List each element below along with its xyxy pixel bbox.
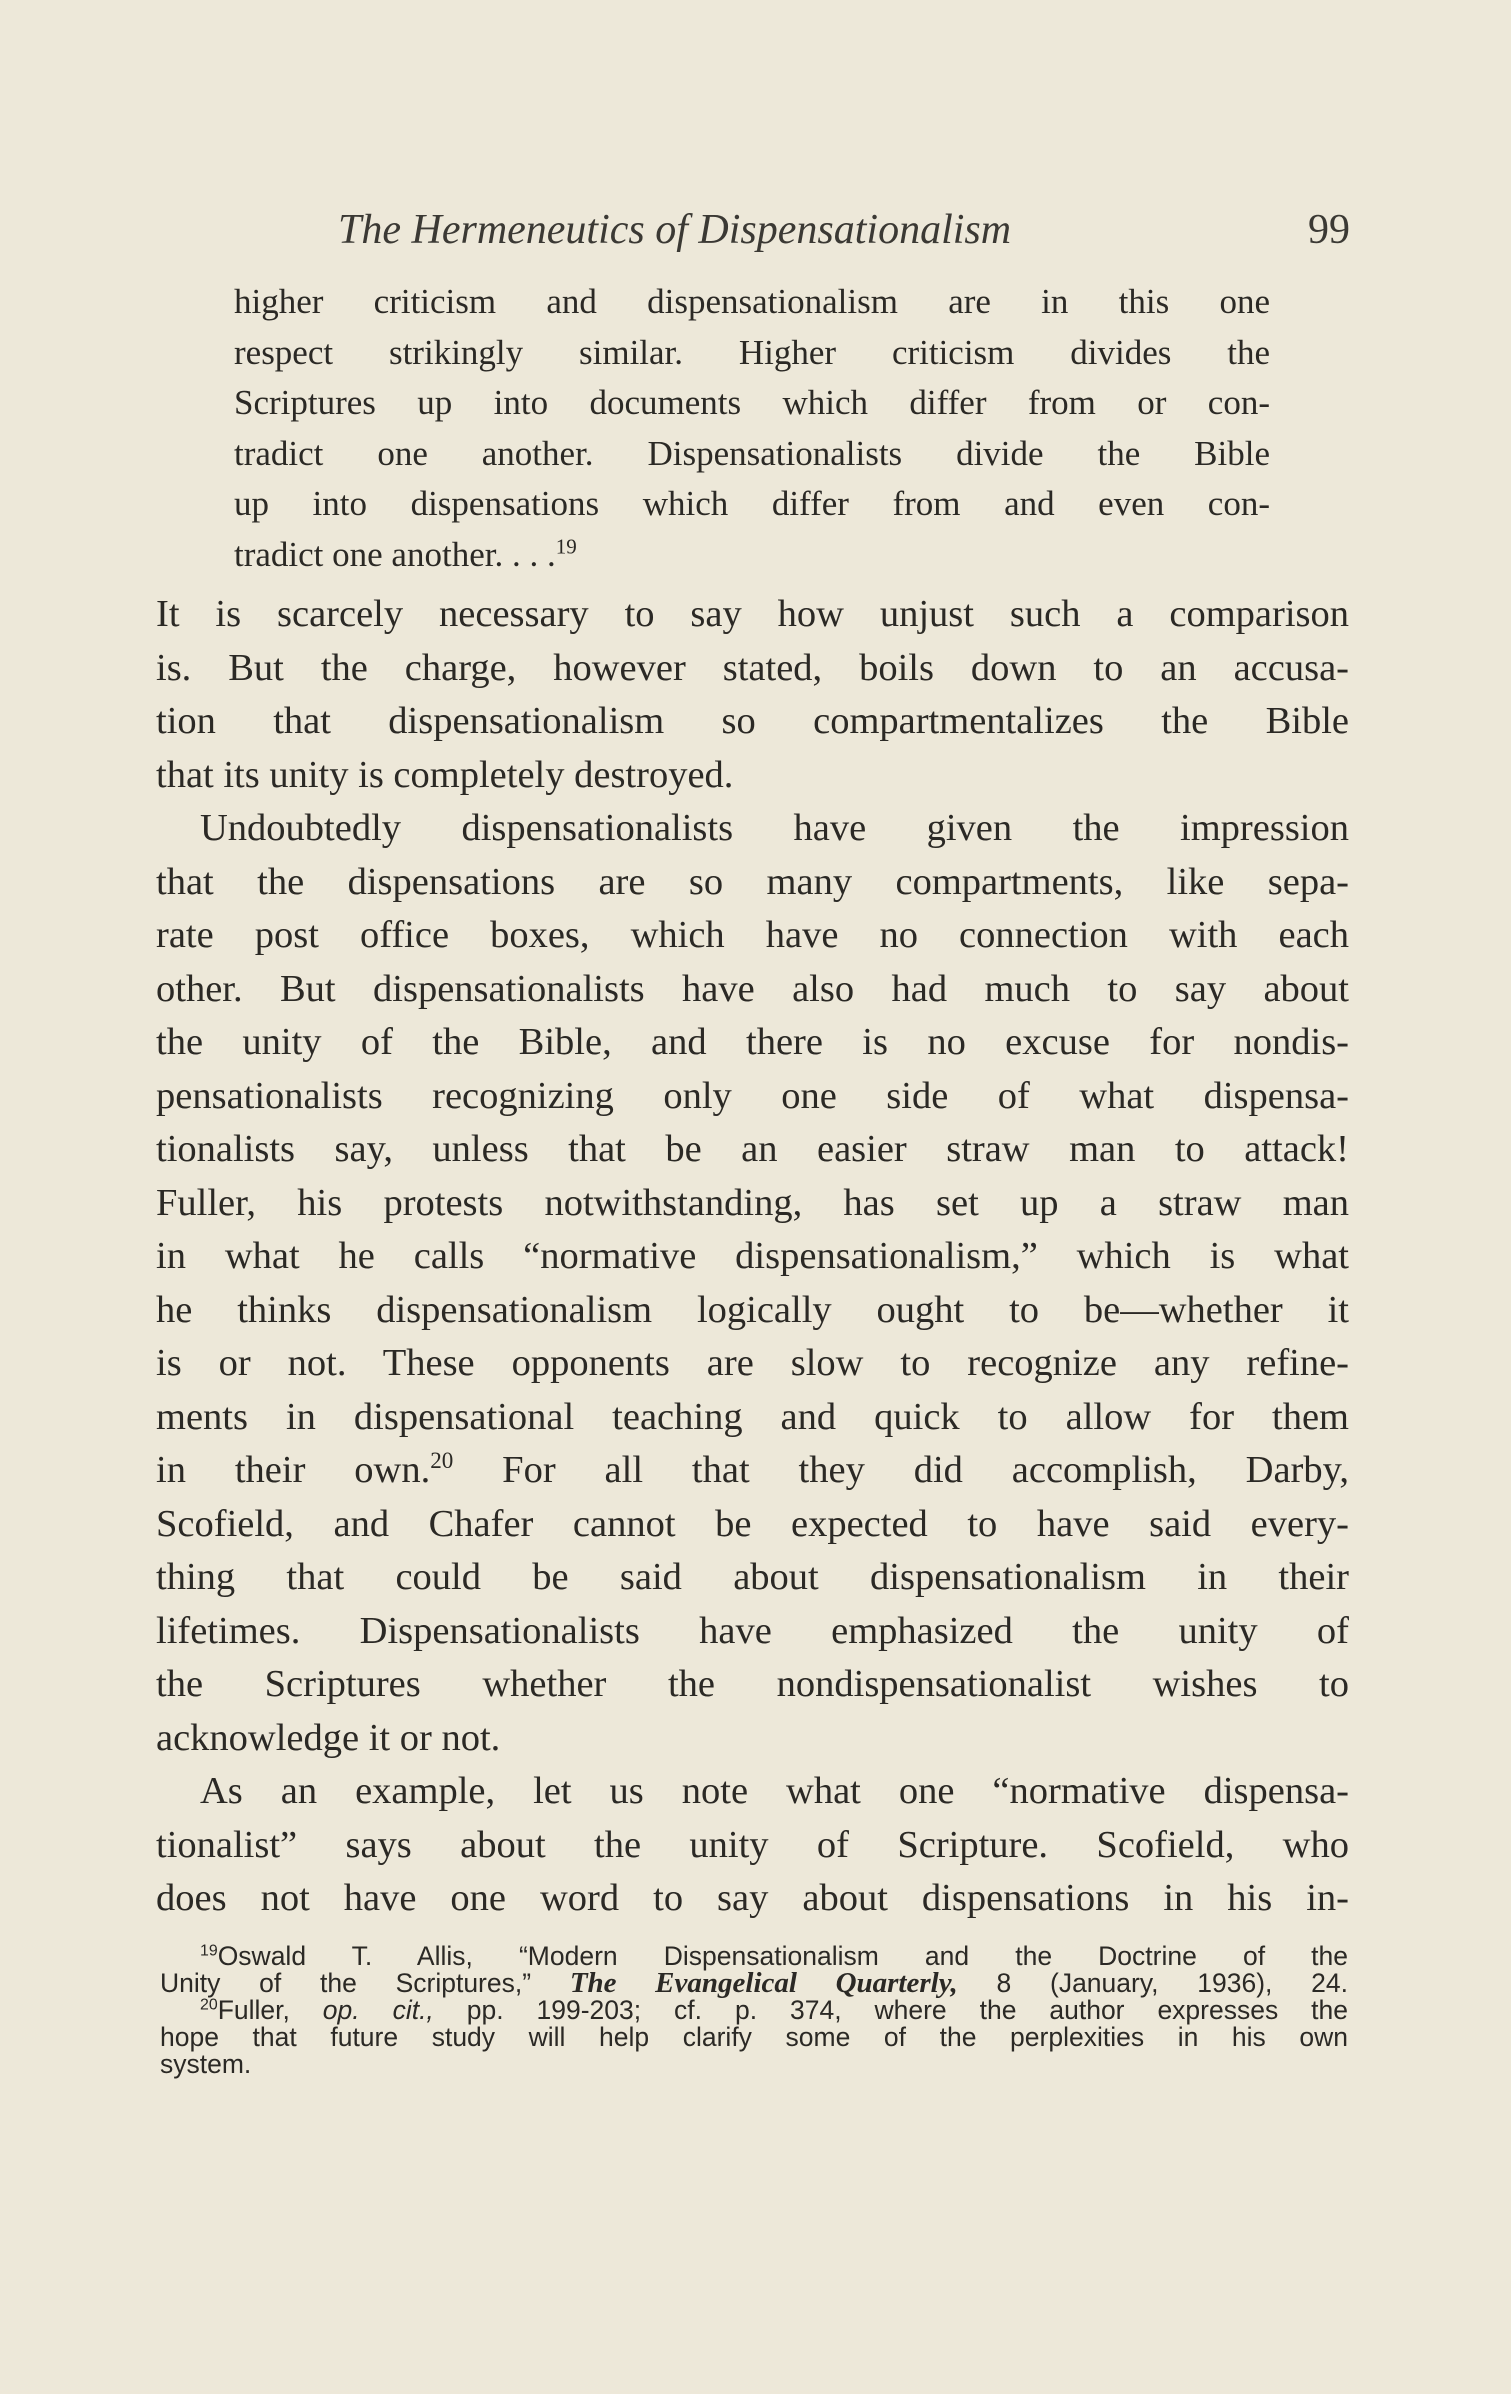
footnote-text: 8 (January, 1936), 24. <box>957 1968 1348 1998</box>
body-line: lifetimes. Dispensationalists have emphasized the unity of <box>156 1609 1349 1652</box>
body-line: in what he calls “normative dispensationalism,” which is what <box>156 1235 1349 1277</box>
body-line: is or not. These opponents are slow to recognize any refine- <box>156 1342 1349 1384</box>
body-line: pensationalists recognizing only one side of what dispensa- <box>156 1074 1349 1117</box>
running-head <box>160 200 1350 260</box>
footnote-text: pp. 199-203; cf. p. 374, where the author expresses the <box>433 1995 1348 2025</box>
footnote-20-line: hope that future study will help clarify some of the perplexities in his own <box>160 2022 1348 2052</box>
body-line: Fuller, his protests notwithstanding, has set up a straw man <box>156 1181 1349 1224</box>
body-line: tion that dispensationalism so compartmentalizes the Bible <box>156 700 1349 742</box>
footnote-19-line <box>160 1967 1348 1999</box>
footnote-ref-19: 19 <box>555 533 577 558</box>
body-line: the unity of the Bible, and there is no excuse for nondis- <box>156 1021 1349 1063</box>
body-line: is. But the charge, however stated, boils down to an accusa- <box>156 646 1349 689</box>
footnote-abbrev: op. cit., <box>322 1995 434 2025</box>
body-line: that the dispensations are so many compartments, like sepa- <box>156 860 1349 903</box>
footnote-20-line <box>160 1997 1348 2024</box>
body-line: ments in dispensational teaching and quick to allow for them <box>156 1395 1349 1438</box>
body-line <box>156 1444 1349 1498</box>
body-text <box>156 588 1349 1926</box>
footnote-text: Unity of the Scriptures,” <box>160 1968 570 1998</box>
body-line: other. But dispensationalists have also had much to say about <box>156 967 1349 1010</box>
running-title: The Hermeneutics of Dispensationalism <box>338 207 1012 253</box>
footnote-text: Fuller, <box>217 1995 323 2025</box>
body-line: tionalist” says about the unity of Scripture. Scofield, who <box>156 1823 1349 1866</box>
body-line: rate post office boxes, which have no connection with each <box>156 914 1349 956</box>
quote-line: up into dispensations which differ from and even con- <box>234 484 1270 523</box>
body-line: that its unity is completely destroyed. <box>156 753 734 796</box>
body-line: he thinks dispensationalism logically ought to be—whether it <box>156 1288 1349 1331</box>
body-line: acknowledge it or not. <box>156 1716 501 1759</box>
body-line-text: For all that they did accomplish, Darby, <box>453 1449 1349 1491</box>
footnote-19-line <box>160 1943 1348 1970</box>
footnote-number: 20 <box>200 1996 218 2014</box>
body-line: As an example, let us note what one “normative dispensa- <box>200 1770 1349 1812</box>
footnote-text: Oswald T. Allis, “Modern Dispensationalism and the Doctrine of the <box>217 1941 1348 1971</box>
footnote-20-line: system. <box>160 2049 252 2079</box>
body-line: Scofield, and Chafer cannot be expected to have said every- <box>156 1502 1349 1545</box>
quote-line <box>234 530 1270 581</box>
body-line: It is scarcely necessary to say how unjust such a comparison <box>156 593 1349 635</box>
body-line: does not have one word to say about dispensations in his in- <box>156 1877 1349 1919</box>
quote-line-text: tradict one another. . . . <box>234 534 556 574</box>
footnote-number: 19 <box>200 1942 218 1960</box>
quote-line: tradict one another. Dispensationalists divide the Bible <box>234 433 1270 473</box>
quote-line: higher criticism and dispensationalism are in this one <box>234 282 1270 321</box>
body-line: the Scriptures whether the nondispensationalist wishes to <box>156 1663 1349 1705</box>
page-number: 99 <box>1308 207 1350 253</box>
footnotes <box>160 1943 1348 2078</box>
block-quote <box>234 277 1270 580</box>
body-line: thing that could be said about dispensationalism in their <box>156 1556 1349 1598</box>
footnote-ref-20: 20 <box>430 1447 454 1474</box>
quote-line: Scriptures up into documents which differ from or con- <box>234 383 1270 422</box>
body-line: tionalists say, unless that be an easier straw man to attack! <box>156 1128 1349 1170</box>
journal-title: The Evangelical Quarterly, <box>569 1967 958 1999</box>
body-line: Undoubtedly dispensationalists have given the impression <box>200 807 1349 849</box>
quote-line: respect strikingly similar. Higher criticism divides the <box>234 332 1270 372</box>
body-line-text: in their own. <box>156 1449 431 1491</box>
